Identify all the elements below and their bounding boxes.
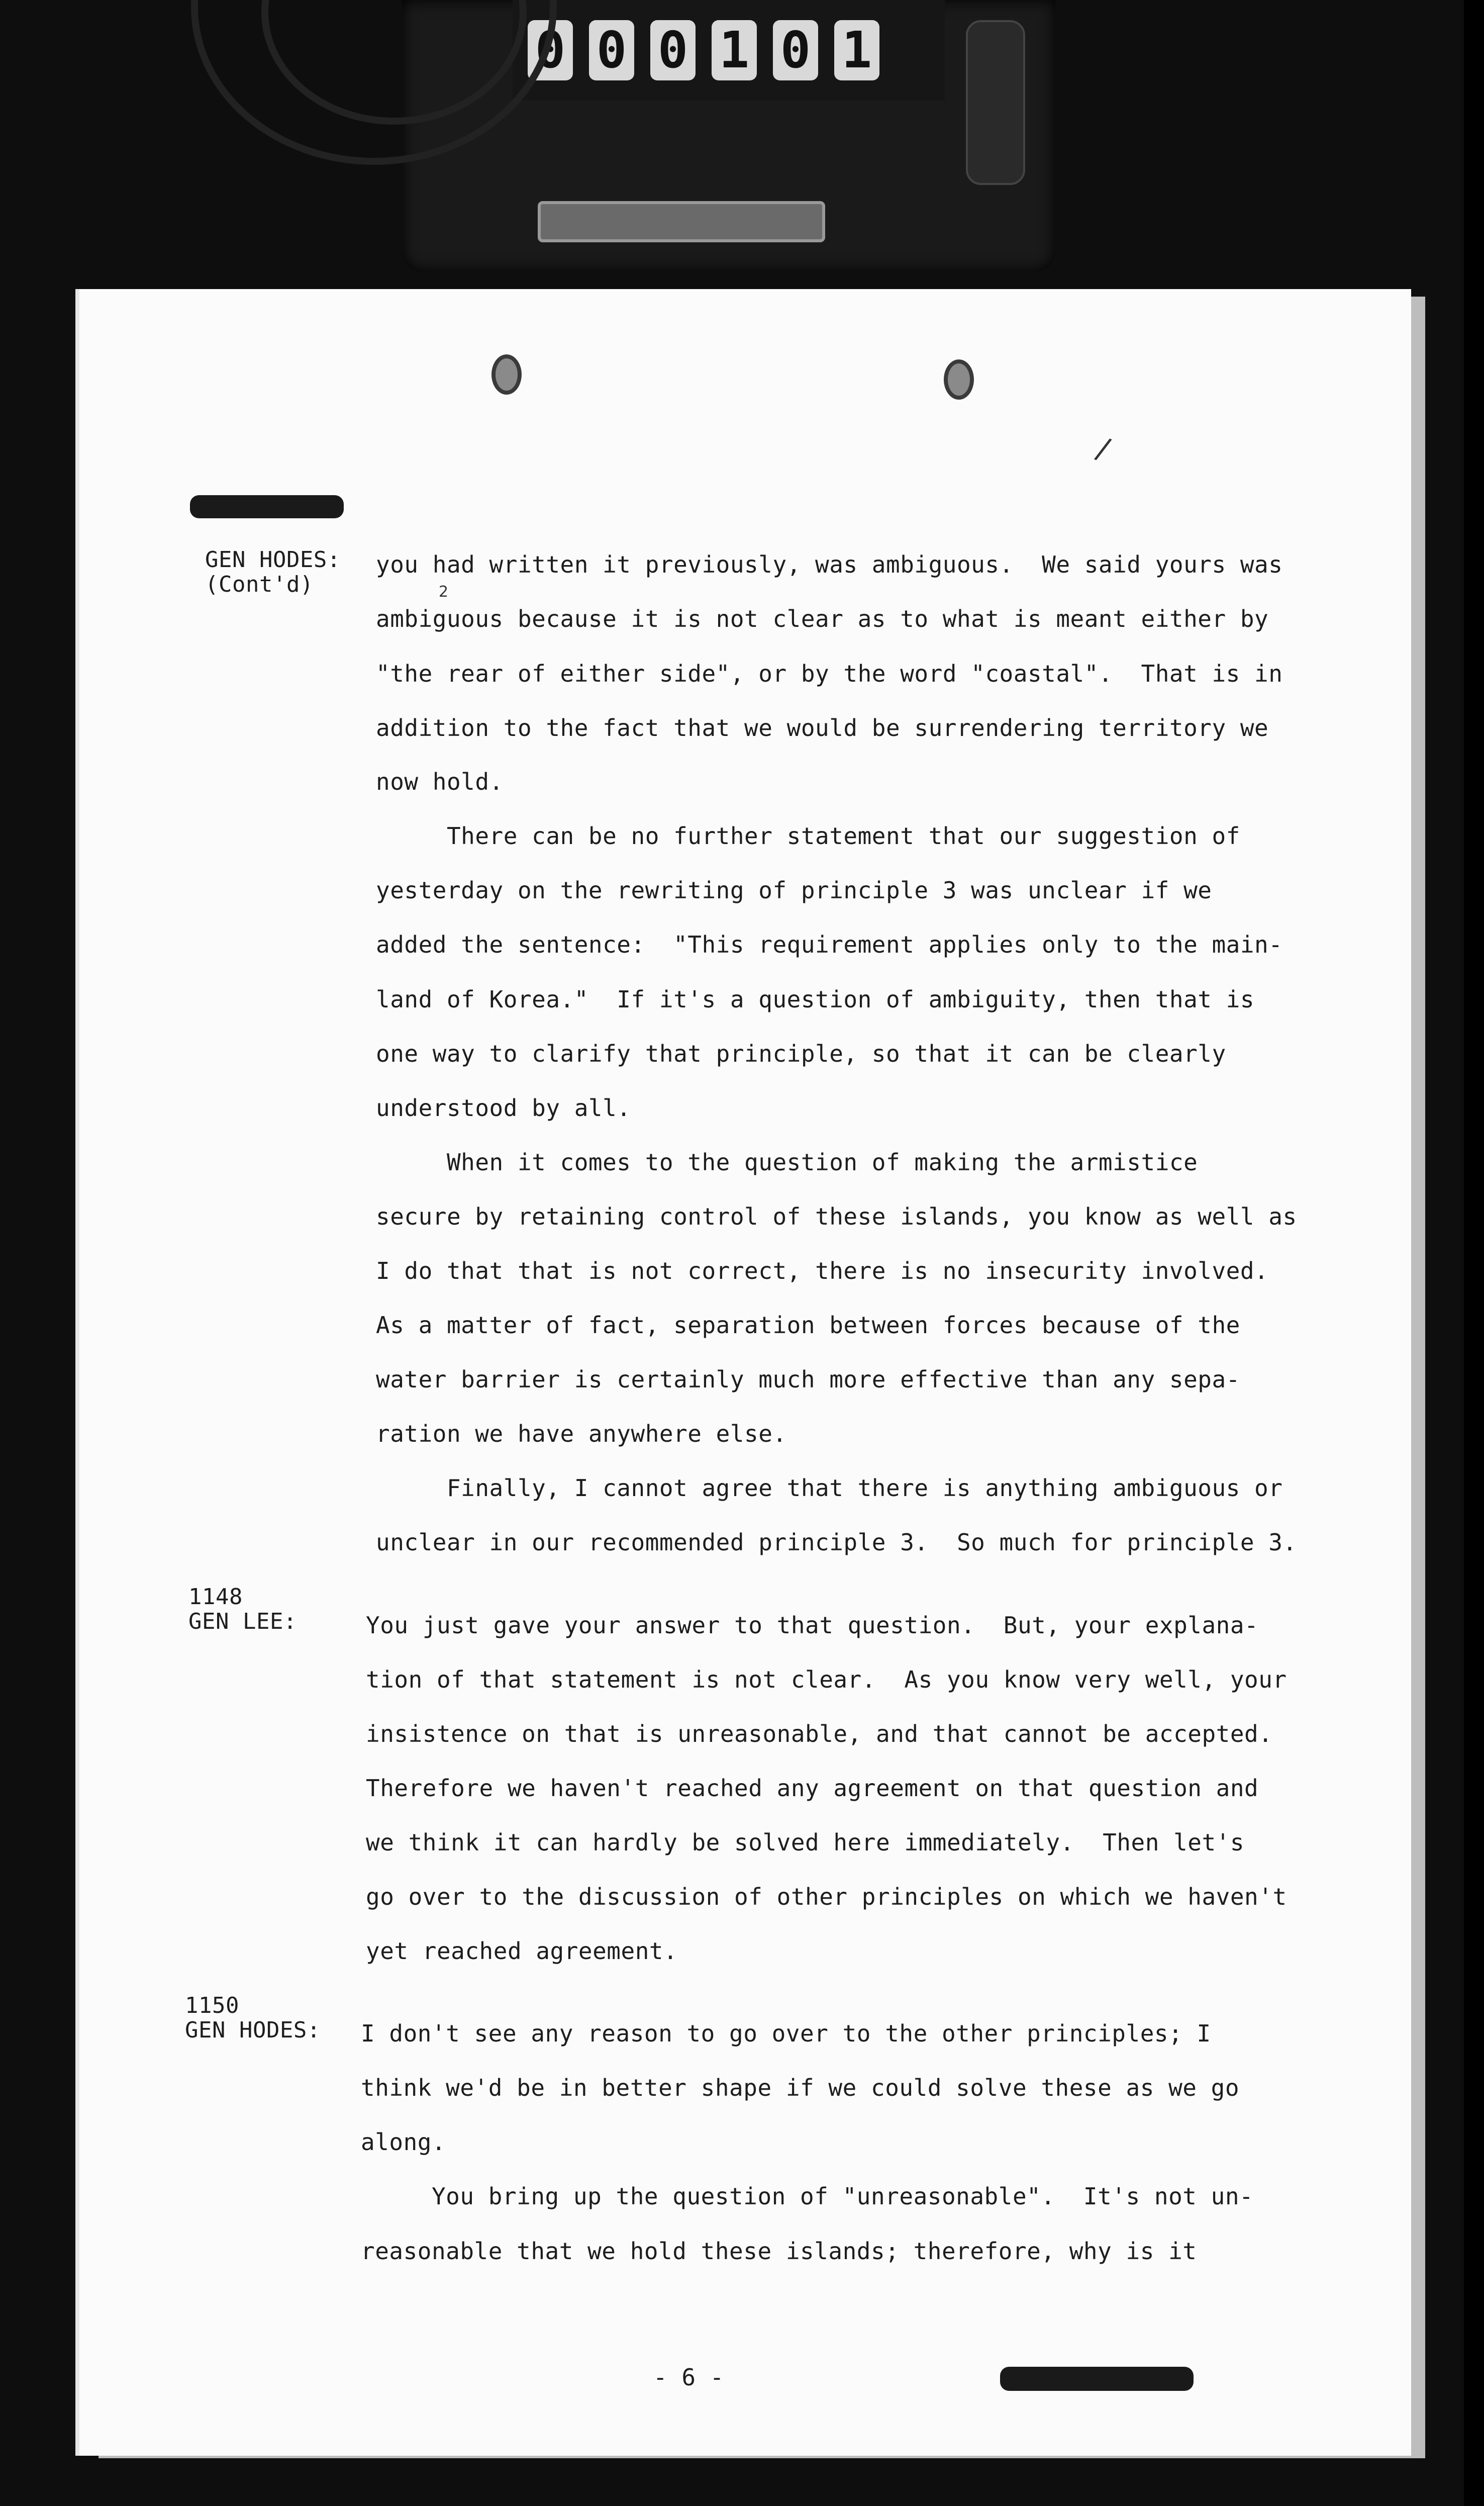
transcript-line: go over to the discussion of other principles on which we haven't	[366, 1883, 1287, 1910]
transcript-line: I do that that is not correct, there is no insecurity involved.	[376, 1257, 1269, 1284]
speaker-label: GEN HODES:	[205, 547, 341, 573]
transcript-line: As a matter of fact, separation between forces because of the	[376, 1312, 1240, 1339]
transcript-line: yet reached agreement.	[366, 1937, 678, 1965]
transcript-line: "the rear of either side", or by the word "coastal". That is in	[376, 660, 1283, 687]
transcript-line: reasonable that we hold these islands; therefore, why is it	[361, 2238, 1197, 2265]
transcript-line: we think it can hardly be solved here immediately. Then let's	[366, 1829, 1245, 1856]
page-number: - 6 -	[653, 2364, 724, 2391]
transcript-line: I don't see any reason to go over to the other principles; I	[361, 2020, 1211, 2047]
transcript-line: added the sentence: "This requirement applies only to the main-	[376, 931, 1283, 958]
timestamp: 1148	[188, 1584, 243, 1610]
transcript-line: understood by all.	[376, 1094, 631, 1122]
transcript-line: you had written it previously, was ambiguous. We said yours was	[376, 551, 1283, 578]
speaker-label: GEN LEE:	[188, 1609, 297, 1634]
transcript-line: Finally, I cannot agree that there is anything ambiguous or	[376, 1474, 1283, 1502]
transcript-line: yesterday on the rewriting of principle 3 was unclear if we	[376, 877, 1212, 904]
transcript-line: think we'd be in better shape if we could solve these as we go	[361, 2074, 1240, 2101]
transcript-line: You just gave your answer to that question. But, your explana-	[366, 1612, 1259, 1639]
handwritten-mark: 2	[439, 583, 449, 601]
transcript-line: You bring up the question of "unreasonable". It's not un-	[361, 2183, 1254, 2210]
counter-knob	[966, 20, 1025, 185]
transcript-line: one way to clarify that principle, so that it can be clearly	[376, 1040, 1226, 1067]
counter-digit: 0	[589, 20, 634, 80]
transcript-line: along.	[361, 2128, 446, 2156]
classification-redaction-top	[190, 495, 344, 518]
transcript-line: tion of that statement is not clear. As you know very well, your	[366, 1666, 1287, 1693]
counter-digit: 0	[650, 20, 696, 80]
punch-hole	[491, 354, 522, 395]
transcript-line: unclear in our recommended principle 3. So much for principle 3.	[376, 1529, 1297, 1556]
scan-edge	[1464, 0, 1484, 2506]
transcript-line: ambiguous because it is not clear as to what is meant either by	[376, 605, 1269, 632]
transcript-line: addition to the fact that we would be surrendering territory we	[376, 714, 1269, 741]
counter-digit: 1	[712, 20, 757, 80]
punch-hole	[944, 359, 974, 400]
counter-digit: 0	[528, 20, 573, 80]
transcript-line: now hold.	[376, 768, 504, 795]
transcript-line: Therefore we haven't reached any agreement on that question and	[366, 1775, 1259, 1802]
transcript-line: land of Korea." If it's a question of ambiguity, then that is	[376, 986, 1255, 1013]
counter-digit: 0	[773, 20, 818, 80]
transcript-line: secure by retaining control of these islands, you know as well as	[376, 1203, 1297, 1230]
counter-digits	[528, 20, 879, 80]
transcript-line: insistence on that is unreasonable, and that cannot be accepted.	[366, 1720, 1273, 1747]
classification-redaction-bottom	[1000, 2367, 1194, 2391]
counter-digit: 1	[834, 20, 879, 80]
handwritten-mark: /	[1092, 430, 1114, 468]
counter-label-plate	[538, 201, 825, 242]
timestamp: 1150	[185, 1993, 239, 2018]
transcript-line: When it comes to the question of making the armistice	[376, 1149, 1198, 1176]
speaker-label: (Cont'd)	[205, 572, 314, 597]
transcript-line: water barrier is certainly much more effective than any sepa-	[376, 1366, 1240, 1393]
transcript-line: There can be no further statement that our suggestion of	[376, 822, 1240, 850]
transcript-line: ration we have anywhere else.	[376, 1420, 787, 1447]
speaker-label: GEN HODES:	[185, 2017, 321, 2043]
